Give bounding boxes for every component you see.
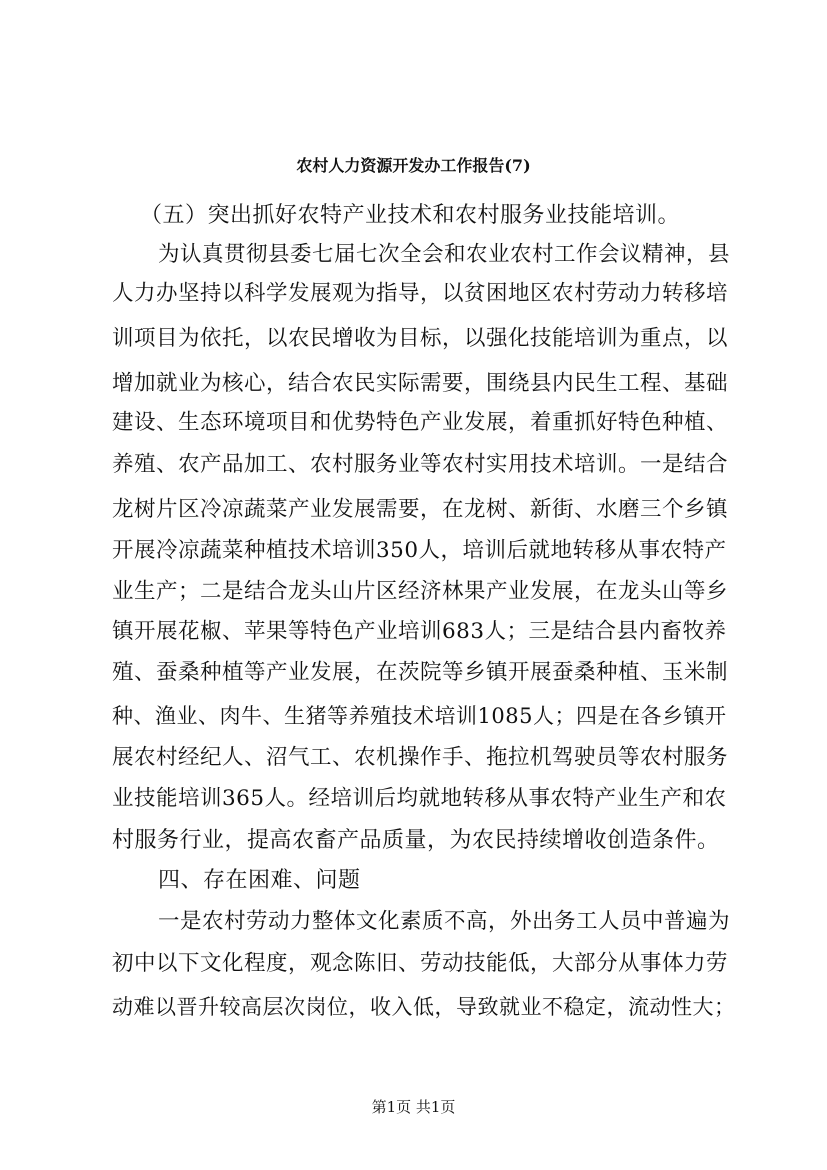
- paragraph-line: 养殖、农产品加工、农村服务业等农村实用技术培训。一是结合: [112, 452, 729, 477]
- paragraph-line: 为认真贯彻县委七届七次全会和农业农村工作会议精神，县: [158, 242, 731, 267]
- paragraph-line: 村服务行业，提高农畜产品质量，为农民持续增收创造条件。: [112, 828, 720, 853]
- paragraph-line: 龙树片区冷凉蔬菜产业发展需要，在龙树、新街、水磨三个乡镇: [112, 497, 729, 522]
- document-title: 农村人力资源开发办工作报告(7): [296, 156, 531, 175]
- paragraph-line: 业生产；二是结合龙头山片区经济林果产业发展，在龙头山等乡: [112, 579, 729, 604]
- paragraph-line: 训项目为依托，以农民增收为目标，以强化技能培训为重点，以: [112, 326, 729, 351]
- paragraph-line: 业技能培训365人。经培训后均就地转移从事农特产业生产和农: [112, 786, 727, 811]
- paragraph-line: 增加就业为核心，结合农民实际需要，围绕县内民生工程、基础: [112, 371, 729, 396]
- paragraph-line: 动难以晋升较高层次岗位，收入低，导致就业不稳定，流动性大；: [112, 995, 736, 1019]
- paragraph-line: （五）突出抓好农特产业技术和农村服务业技能培训。: [140, 203, 681, 228]
- paragraph-line: 人力办坚持以科学发展观为指导，以贫困地区农村劳动力转移培: [112, 281, 729, 306]
- paragraph-line: 开展冷凉蔬菜种植技术培训350人，培训后就地转移从事农特产: [112, 538, 727, 563]
- paragraph-line: 镇开展花椒、苹果等特色产业培训683人；三是结合县内畜牧养: [112, 619, 727, 644]
- paragraph-line: 殖、蚕桑种植等产业发展，在茨院等乡镇开展蚕桑种植、玉米制: [112, 660, 729, 685]
- page-number-footer: 第1页 共1页: [371, 1098, 456, 1116]
- paragraph-line: 初中以下文化程度，观念陈旧、劳动技能低，大部分从事体力劳: [112, 951, 729, 976]
- paragraph-line: 展农村经纪人、沼气工、农机操作手、拖拉机驾驶员等农村服务: [112, 745, 729, 770]
- paragraph-line: 建设、生态环境项目和优势特色产业发展，着重抓好特色种植、: [112, 410, 729, 435]
- section-heading: 四、存在困难、问题: [158, 868, 361, 893]
- paragraph-line: 种、渔业、肉牛、生猪等养殖技术培训1085人；四是在各乡镇开: [112, 704, 727, 728]
- paragraph-line: 一是农村劳动力整体文化素质不高，外出务工人员中普遍为: [158, 909, 731, 934]
